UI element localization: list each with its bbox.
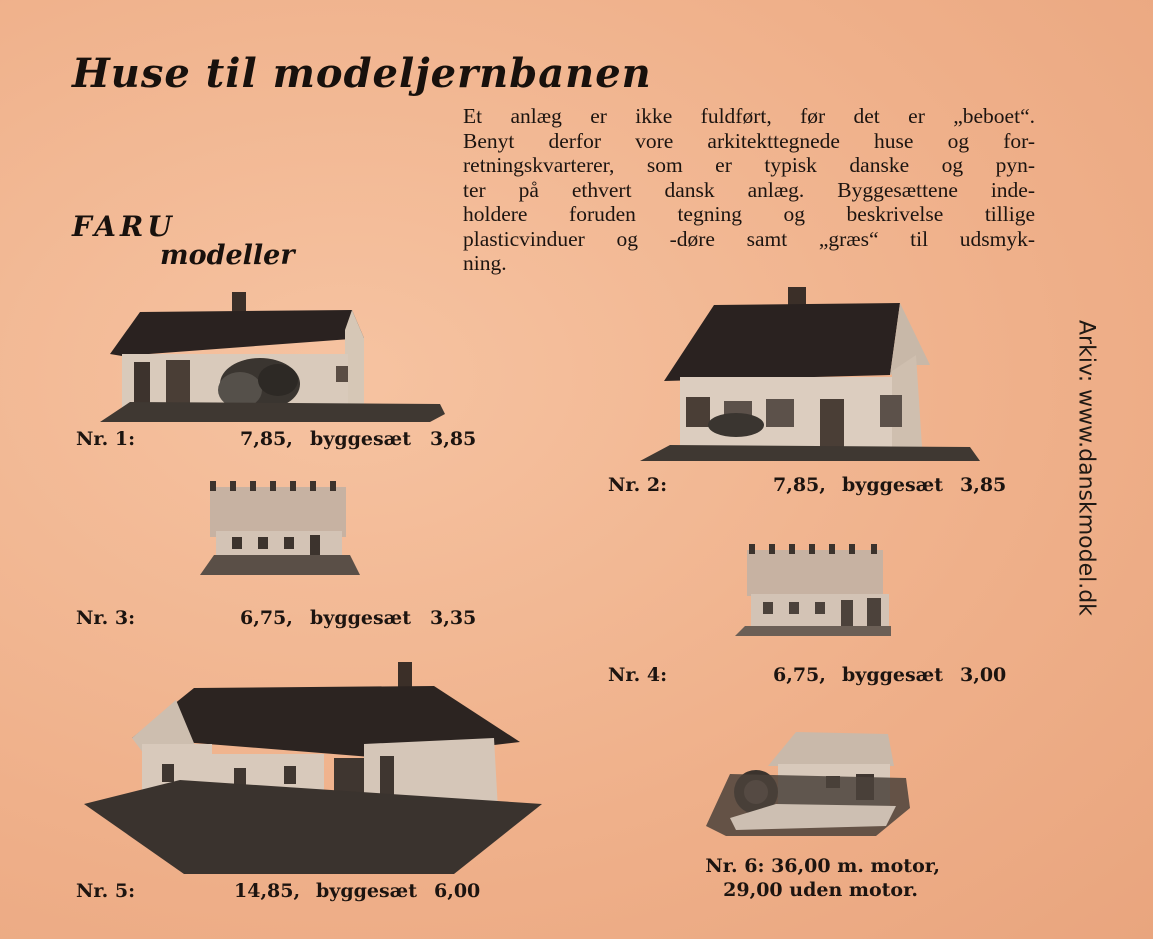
product-price: 14,85, (234, 880, 301, 902)
brand-subtitle: modeller (160, 240, 295, 271)
kit-label: byggesæt (310, 607, 411, 629)
intro-line: Et anlæg er ikke fuldført, før det er „beboet“. (463, 104, 1035, 128)
intro-line: plasticvinduer og -døre samt „græs“ til udsmyk- (463, 226, 1035, 251)
page-title: Huse til modeljernbanen (72, 50, 652, 97)
kit-label: byggesæt (316, 880, 417, 902)
product-number: Nr. 2: (608, 474, 668, 496)
intro-line: retningskvarterer, som er typisk danske og pyn- (463, 153, 1035, 177)
house-1-image (100, 290, 445, 425)
product-6-price-line-2: 29,00 uden motor. (723, 879, 918, 901)
house-5-image (84, 660, 544, 878)
intro-line: ter på ethvert dansk anlæg. Byggesættene inde- (463, 177, 1035, 202)
product-number: Nr. 5: (76, 880, 136, 902)
kit-price: 3,85 (960, 474, 1007, 496)
intro-line: holdere foruden tegning og beskrivelse tillige (463, 202, 1035, 226)
product-number: Nr. 1: (76, 428, 136, 450)
intro-line: Benyt derfor vore arkitekttegnede huse og for- (463, 128, 1035, 153)
product-1-price-line (76, 428, 476, 452)
kit-label: byggesæt (842, 474, 943, 496)
product-price: 6,75, (240, 607, 293, 629)
brand-name: FARU (72, 210, 176, 243)
product-price: 7,85, (240, 428, 293, 450)
kit-price: 3,85 (430, 428, 477, 450)
product-number: Nr. 3: (76, 607, 136, 629)
product-5-price-line (76, 880, 486, 904)
kit-label: byggesæt (842, 664, 943, 686)
product-2-price-line (608, 474, 1008, 498)
kit-price: 3,00 (960, 664, 1007, 686)
product-4-price-line (608, 664, 1008, 688)
archive-watermark (1056, 320, 1116, 640)
kit-price: 3,35 (430, 607, 477, 629)
kit-label: byggesæt (310, 428, 411, 450)
product-price: 6,75, (773, 664, 826, 686)
intro-paragraph (463, 104, 1035, 276)
watermark-text: Arkiv: www.danskmodel.dk (1073, 320, 1099, 616)
product-3-price-line (76, 607, 476, 631)
house-3-image (200, 475, 360, 579)
intro-line: ning. (463, 251, 507, 275)
product-6-price-line-1: Nr. 6: 36,00 m. motor, (705, 855, 940, 877)
kit-price: 6,00 (434, 880, 481, 902)
house-2-image (640, 285, 1010, 465)
product-number: Nr. 4: (608, 664, 668, 686)
product-price: 7,85, (773, 474, 826, 496)
house-4-image (735, 540, 895, 638)
house-6-image (706, 726, 911, 838)
